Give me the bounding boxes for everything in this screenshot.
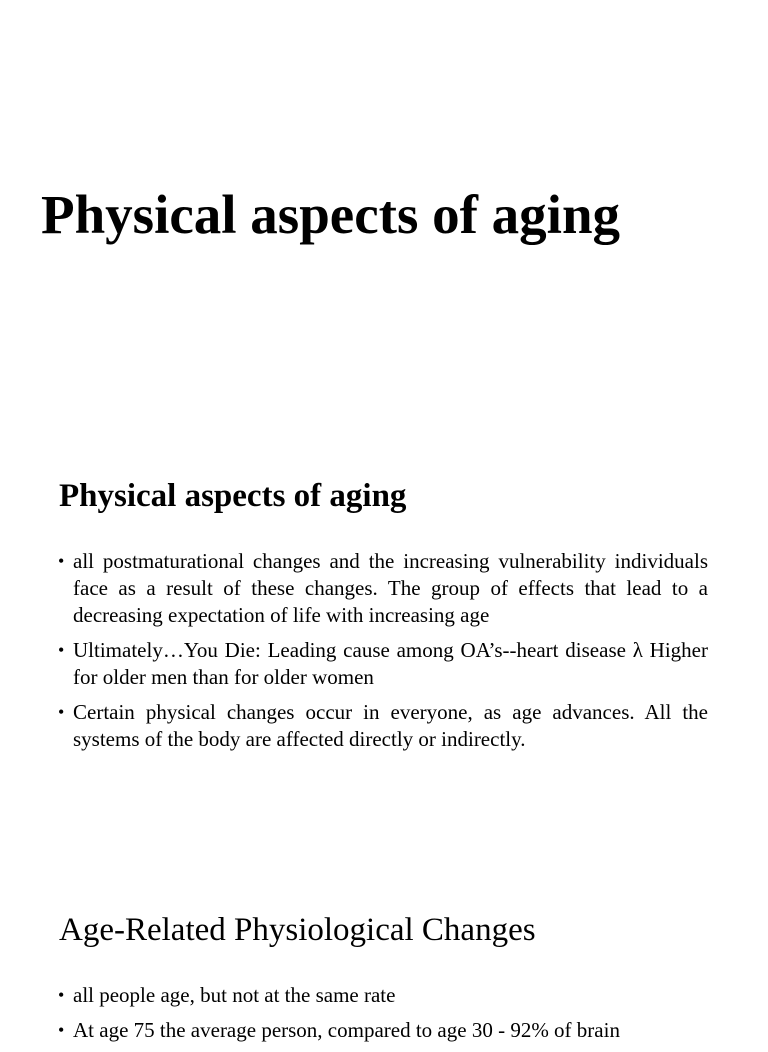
bullet-dot-icon: • — [58, 702, 65, 722]
bullet-dot-icon: • — [58, 551, 65, 571]
bullet-text: all people age, but not at the same rate — [73, 983, 396, 1007]
bullet-dot-icon: • — [58, 1020, 65, 1040]
bullet-item — [58, 1017, 708, 1044]
bullet-list — [58, 548, 708, 761]
bullet-item — [58, 637, 708, 691]
bullet-dot-icon: • — [58, 985, 65, 1005]
slide-title: Physical aspects of aging — [59, 478, 407, 514]
bullet-text: Ultimately…You Die: Leading cause among OA’s--heart disease λ Higher for older men than for older women — [73, 638, 708, 689]
bullet-text: all postmaturational changes and the increasing vulnerability individuals face as a result of these changes. The group of effects that lead to a decreasing expectation of life with increasing age — [73, 549, 708, 627]
title-slide — [0, 0, 768, 432]
bullet-list — [58, 982, 708, 1052]
bullet-item — [58, 699, 708, 753]
presentation-title: Physical aspects of aging — [41, 184, 621, 245]
slide-title: Age-Related Physiological Changes — [59, 912, 536, 948]
bullet-item — [58, 982, 708, 1009]
bullet-item — [58, 548, 708, 629]
bullet-dot-icon: • — [58, 640, 65, 660]
bullet-text: Certain physical changes occur in everyone, as age advances. All the systems of the body are affected directly or indirectly. — [73, 700, 708, 751]
content-slide-physical-aspects — [0, 432, 768, 864]
bullet-text: At age 75 the average person, compared to age 30 - 92% of brain — [73, 1018, 620, 1042]
content-slide-physiological-changes — [0, 864, 768, 1042]
